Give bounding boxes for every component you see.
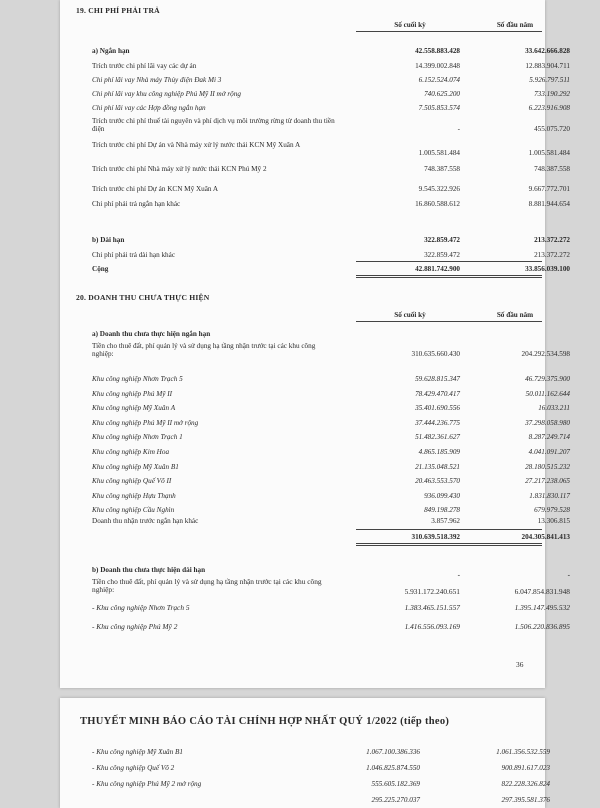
row-label: - Khu công nghiệp Mỹ Xuân B1: [92, 748, 184, 756]
value-begin-year: 8.287.249.714: [528, 433, 570, 442]
value-end-period: 322.859.472: [424, 251, 460, 259]
value-end-period: 59.628.815.347: [415, 375, 460, 383]
divider: [452, 277, 542, 278]
divider: [356, 545, 454, 546]
report-page-continuation: [60, 698, 550, 808]
row-label: Khu công nghiệp Nhơn Trạch 5: [92, 375, 183, 383]
value-end-period: 42.881.742.900: [415, 265, 460, 273]
section-20-title: 20. DOANH THU CHƯA THỰC HIỆN: [76, 293, 210, 302]
value-begin-year: 733.190.292: [534, 90, 570, 98]
row-label: Khu công nghiệp Phú Mỹ II mở rộng: [92, 418, 199, 427]
value-end-period: 1.005.581.484: [418, 149, 460, 157]
row-label: - Khu công nghiệp Nhơn Trạch 5: [92, 603, 190, 612]
value-begin-year: 1.005.581.484: [528, 149, 570, 157]
row-label: Chi phí lãi vay khu công nghiệp Phú Mỹ II mở rộng: [92, 90, 241, 98]
divider: [452, 543, 542, 544]
value-end-period: 20.463.553.570: [415, 477, 460, 486]
row-label: Chi phí phải trả ngắn hạn khác: [92, 200, 181, 208]
value-end-period: 5.931.172.240.651: [404, 587, 460, 596]
divider: [452, 261, 542, 262]
divider: [356, 529, 454, 530]
row-label: Cộng: [92, 265, 109, 273]
value-end-period: 78.429.470.417: [415, 389, 460, 398]
value-begin-year: 1.831.830.117: [529, 491, 570, 500]
row-label: b) Doanh thu chưa thực hiện dài hạn: [92, 566, 206, 574]
value-end-period: 3.857.962: [431, 517, 460, 525]
value-begin-year: 50.011.162.644: [525, 389, 570, 398]
row-label: Chi phí phải trả dài hạn khác: [92, 251, 176, 259]
row-label: b) Dài hạn: [92, 236, 125, 244]
value-end-period: 21.135.048.521: [415, 462, 460, 471]
row-label: Khu công nghiệp Hựu Thạnh: [92, 491, 176, 500]
row-label: Tiền cho thuê đất, phí quản lý và sử dụng hạ tầng nhận trước tại các khu công nghiệp:: [92, 342, 316, 358]
value-begin-year: 213.372.272: [534, 236, 570, 244]
value-begin-year: 822.228.326.824: [501, 780, 550, 788]
value-begin-year: 46.729.375.900: [525, 375, 570, 383]
row-label: Chi phí lãi vay Nhà máy Thủy điện Đak Mi 3: [92, 76, 222, 84]
row-label: - Khu công nghiệp Quế Võ 2: [92, 764, 175, 772]
row-label: Trích trước chi phí Dự án và Nhà máy xử lý nước thải KCN Mỹ Xuân A: [92, 141, 301, 149]
value-end-period: 42.558.883.428: [415, 47, 460, 55]
row-label: Khu công nghiệp Kim Hoa: [92, 448, 170, 456]
value-end-period: 7.505.853.574: [418, 104, 460, 112]
row-label: Trích trước chi phí thuế tài nguyên và phí dịch vụ môi trường rừng từ doanh thu tiền điện: [92, 117, 335, 133]
col-header-begin-year: Số đầu năm: [496, 21, 534, 29]
value-begin-year: 33.642.666.828: [525, 47, 570, 55]
value-begin-year: 13.306.815: [537, 517, 570, 525]
divider: [356, 321, 454, 322]
value-begin-year: 6.223.916.908: [528, 104, 570, 112]
value-end-period: 849.198.278: [424, 506, 460, 515]
value-begin-year: 204.292.534.598: [521, 350, 570, 358]
row-label: Khu công nghiệp Quế Võ II: [92, 477, 172, 486]
value-begin-year: 679.979.528: [534, 506, 570, 515]
value-end-period: 35.401.690.556: [415, 404, 460, 413]
divider: [452, 321, 542, 322]
divider: [356, 543, 454, 544]
value-begin-year: -: [567, 571, 570, 579]
value-end-period: 555.605.182.369: [371, 780, 420, 788]
value-end-period: 322.859.472: [424, 236, 460, 244]
row-label: Trích trước chi phí Dự án KCN Mỹ Xuân A: [92, 185, 219, 193]
divider: [452, 275, 542, 276]
value-end-period: 740.625.200: [424, 90, 460, 98]
row-label: Tiền cho thuê đất, phí quản lý và sử dụng hạ tầng nhận trước tại các khu công nghiệp:: [92, 577, 322, 594]
value-begin-year: 297.395.581.376: [501, 796, 550, 804]
value-end-period: 310.635.660.430: [411, 350, 460, 358]
value-end-period: 4.865.185.909: [418, 448, 460, 456]
value-begin-year: 28.180.515.232: [525, 462, 570, 471]
value-end-period: 16.860.588.612: [415, 200, 460, 208]
section-19-title: 19. CHI PHÍ PHẢI TRẢ: [76, 6, 160, 15]
value-begin-year: 455.075.720: [534, 125, 570, 133]
value-begin-year: 16.033.211: [538, 404, 570, 413]
row-label: a) Ngắn hạn: [92, 47, 130, 55]
row-label: Khu công nghiệp Nhơn Trạch 1: [92, 433, 183, 442]
divider: [452, 529, 542, 530]
value-begin-year: 1.395.147.495.532: [514, 603, 570, 612]
divider: [356, 261, 454, 262]
value-begin-year: 8.881.944.654: [528, 200, 570, 208]
value-end-period: 1.416.556.093.169: [404, 622, 460, 631]
value-begin-year: 213.372.272: [534, 251, 570, 259]
value-begin-year: 1.506.220.836.895: [514, 622, 570, 631]
row-label: Trích trước chi phí Nhà máy xử lý nước thải KCN Phú Mỹ 2: [92, 165, 267, 173]
row-label: Khu công nghiệp Mỹ Xuân A: [92, 404, 176, 413]
divider: [452, 545, 542, 546]
divider: [356, 277, 454, 278]
col-header-end-period: Số cuối kỳ: [394, 21, 426, 29]
page-title: THUYẾT MINH BÁO CÁO TÀI CHÍNH HỢP NHẤT QUÝ 1/2022 (tiếp theo): [80, 716, 450, 727]
row-label: - Khu công nghiệp Phú Mỹ 2: [92, 622, 178, 631]
value-begin-year: 9.667.772.701: [528, 185, 570, 193]
value-end-period: 936.099.430: [424, 491, 460, 500]
value-begin-year: 900.891.617.023: [501, 764, 550, 772]
value-begin-year: 204.305.841.413: [521, 533, 570, 541]
row-label: Khu công nghiệp Phú Mỹ II: [92, 389, 173, 398]
value-end-period: 748.387.558: [424, 165, 460, 173]
value-end-period: 1.067.100.386.336: [366, 748, 420, 756]
value-begin-year: 37.298.058.980: [525, 418, 570, 427]
divider: [452, 31, 542, 32]
row-label: Khu công nghiệp Mỹ Xuân B1: [92, 462, 179, 471]
value-end-period: 9.545.322.926: [418, 185, 460, 193]
row-label: - Khu công nghiệp Phú Mỹ 2 mở rộng: [92, 780, 202, 788]
row-label: Khu công nghiệp Cầu Nghìn: [92, 506, 175, 515]
value-begin-year: 1.061.356.532.559: [496, 748, 550, 756]
value-end-period: 14.399.002.848: [415, 62, 460, 70]
value-end-period: 37.444.236.775: [415, 418, 460, 427]
col-header-end-period: Số cuối kỳ: [394, 311, 426, 319]
page-number: 36: [516, 660, 524, 669]
col-header-begin-year: Số đầu năm: [496, 311, 534, 319]
row-label: Doanh thu nhận trước ngắn hạn khác: [92, 517, 199, 525]
value-begin-year: 27.217.238.065: [525, 477, 570, 486]
value-begin-year: 5.926.797.511: [529, 76, 570, 84]
row-label: Trích trước chi phí lãi vay các dự án: [92, 62, 197, 70]
value-end-period: 6.152.524.074: [418, 76, 460, 84]
value-begin-year: 12.883.904.711: [525, 62, 570, 70]
divider: [356, 275, 454, 276]
value-begin-year: 33.856.039.100: [525, 265, 570, 273]
value-end-period: -: [457, 571, 460, 579]
value-end-period: 310.639.518.392: [411, 533, 460, 541]
value-begin-year: 4.041.091.207: [528, 448, 570, 456]
value-begin-year: 6.047.854.831.948: [514, 587, 570, 596]
divider: [356, 31, 454, 32]
value-end-period: 51.482.361.627: [415, 433, 460, 442]
row-label: Chi phí lãi vay các Hợp đồng ngắn hạn: [92, 104, 206, 112]
value-end-period: 1.383.465.151.557: [404, 603, 460, 612]
value-end-period: -: [457, 125, 460, 133]
value-begin-year: 748.387.558: [534, 165, 570, 173]
row-label: a) Doanh thu chưa thực hiện ngắn hạn: [92, 330, 211, 338]
report-page-36: [60, 0, 570, 688]
value-end-period: 1.046.825.874.550: [366, 764, 420, 772]
value-end-period: 295.225.270.037: [371, 796, 420, 804]
